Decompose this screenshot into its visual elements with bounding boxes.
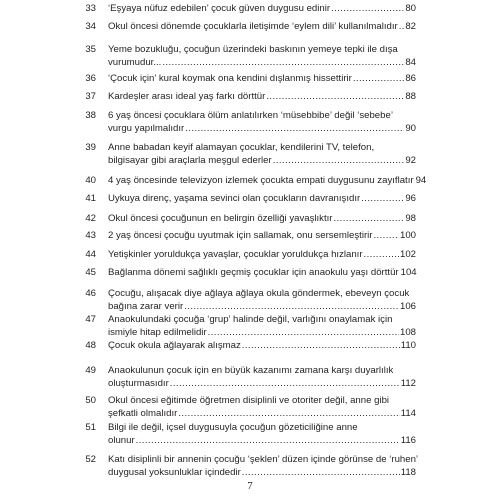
toc-entry-line bbox=[108, 72, 416, 85]
toc-entry-number: 45 bbox=[85, 267, 96, 278]
toc-entry-line-text: 4 yaş öncesinde televizyon izlemek çocukta empati duygusunu zayıflatır bbox=[108, 175, 414, 186]
toc-entry-title bbox=[108, 364, 416, 390]
toc-entry-number: 52 bbox=[85, 454, 96, 465]
toc-entry-page: 86 bbox=[405, 73, 416, 84]
toc-entry-number: 42 bbox=[85, 213, 96, 224]
toc-entry-title bbox=[108, 248, 416, 261]
toc-entry-title bbox=[108, 421, 416, 447]
toc-entry-number: 46 bbox=[85, 288, 96, 299]
toc-entry-line bbox=[108, 43, 416, 56]
toc-entry-page: 82 bbox=[405, 21, 416, 32]
toc-entry-line-text: vurumudur... bbox=[108, 57, 162, 68]
toc-entry-line bbox=[108, 339, 416, 352]
toc-entry-title bbox=[108, 2, 416, 15]
toc-entry-number: 51 bbox=[85, 422, 96, 433]
toc-entry-line-text: ‘Çocuk için’ kural koymak ona kendini dışlanmış hissettirir bbox=[108, 73, 352, 84]
toc-entry-line bbox=[108, 407, 416, 420]
toc-entry-title bbox=[108, 72, 416, 85]
toc-entry-line-text: 6 yaş öncesi çocuklara ölüm anlatılırken ‘müsebbibe’ değil ‘sebebe’ bbox=[108, 110, 393, 121]
toc-entry-line-text: Anaokulunun çocuk için en büyük kazanımı zamana karşı duyarlılık bbox=[108, 365, 394, 376]
leader-dots bbox=[136, 434, 400, 447]
leader-dots bbox=[364, 248, 399, 261]
toc-entry-title bbox=[108, 174, 427, 187]
toc-entry-line bbox=[108, 248, 416, 261]
toc-entry-title bbox=[108, 453, 419, 479]
toc-entry-title bbox=[108, 141, 416, 167]
toc-entry-page: 90 bbox=[405, 123, 416, 134]
toc-entry-title bbox=[108, 339, 416, 352]
toc-entry-line bbox=[108, 287, 416, 300]
toc-entry-title bbox=[108, 229, 416, 242]
toc-entry-line-text: duygusal yoksunluklar içindedir bbox=[108, 467, 241, 478]
toc-entry-line bbox=[108, 90, 416, 103]
toc-entry-line-text: Çocuğu, alışacak diye ağlaya ağlaya okula göndermek, ebeveyn çocuk bbox=[108, 288, 410, 299]
toc-entry-line bbox=[108, 122, 416, 135]
toc-entry-page: 112 bbox=[400, 378, 416, 389]
toc-entry-page: 108 bbox=[399, 327, 416, 338]
toc-entry-line bbox=[108, 212, 416, 225]
leader-dots bbox=[331, 2, 404, 15]
toc-entry-line bbox=[108, 266, 416, 279]
toc-entry-line-text: Yetişkinler yoruldukça yavaşlar, çocuklar yoruldukça hızlanır bbox=[108, 249, 363, 260]
leader-dots bbox=[184, 300, 399, 313]
leader-dots bbox=[170, 377, 400, 390]
toc-entry-number: 39 bbox=[85, 142, 96, 153]
toc-entry-title bbox=[108, 90, 416, 103]
toc-entry-line-text: şefkatli olmalıdır bbox=[108, 408, 178, 419]
leader-dots bbox=[162, 56, 404, 69]
toc-entry-number: 43 bbox=[85, 230, 96, 241]
toc-entry-line-text: Kardeşler arası ideal yaş farkı dörttür bbox=[108, 91, 266, 102]
toc-entry-title bbox=[108, 20, 416, 33]
toc-entry-line bbox=[108, 313, 416, 326]
toc-entry-title bbox=[108, 192, 416, 205]
toc-entry-title bbox=[108, 43, 416, 69]
toc-entry-line-text: bağına zarar verir bbox=[108, 301, 184, 312]
toc-entry-line bbox=[108, 453, 419, 466]
toc-entry-number: 48 bbox=[85, 340, 96, 351]
toc-entry-page: 88 bbox=[405, 91, 416, 102]
toc-entry-page: 96 bbox=[405, 193, 416, 204]
leader-dots bbox=[178, 407, 399, 420]
toc-entry-line bbox=[108, 466, 416, 479]
toc-entry-number: 35 bbox=[85, 44, 96, 55]
toc-entry-page: 98 bbox=[405, 213, 416, 224]
toc-entry-page: 102 bbox=[399, 249, 416, 260]
toc-entry-line bbox=[108, 154, 416, 167]
toc-entry-number: 49 bbox=[85, 365, 96, 376]
leader-dots bbox=[266, 90, 404, 103]
toc-entry-number: 34 bbox=[85, 21, 96, 32]
toc-entry-page: 100 bbox=[399, 230, 416, 241]
toc-entry-line bbox=[108, 2, 416, 15]
toc-entry-number: 41 bbox=[85, 193, 96, 204]
toc-entry-line bbox=[108, 109, 416, 122]
leader-dots bbox=[208, 326, 399, 339]
toc-entry-line bbox=[108, 434, 416, 447]
toc-entry-page: 104 bbox=[400, 267, 417, 278]
toc-entry-title bbox=[108, 313, 416, 339]
toc-entry-line bbox=[108, 394, 416, 407]
page-number: 7 bbox=[247, 480, 253, 492]
toc-entry-page: 114 bbox=[400, 408, 416, 419]
toc-entry-line bbox=[108, 192, 416, 205]
toc-entry-line-text: Okul öncesi çocuğunun en belirgin özelliği yavaşlıktır bbox=[108, 213, 333, 224]
toc-entry-number: 47 bbox=[85, 314, 96, 325]
toc-entry-line bbox=[108, 20, 416, 33]
toc-entry-line-text: Uykuya direnç, yaşama sevinci olan çocukların davranışıdır bbox=[108, 193, 361, 204]
toc-entry-line bbox=[108, 300, 416, 313]
toc-entry-line bbox=[108, 141, 416, 154]
toc-entry-line bbox=[108, 56, 416, 69]
toc-entry-page: 80 bbox=[405, 3, 416, 14]
toc-entry-title bbox=[108, 266, 416, 279]
toc-entry-line bbox=[108, 421, 416, 434]
toc-entry-line-text: Çocuk okula ağlayarak alışmaz bbox=[108, 340, 241, 351]
leader-dots bbox=[373, 229, 399, 242]
toc-entry-number: 40 bbox=[85, 175, 96, 186]
toc-entry-page: 110 bbox=[400, 340, 416, 351]
toc-entry-line-text: 2 yaş öncesi çocuğu uyutmak için sallamak, onu sersemleştirir bbox=[108, 230, 373, 241]
toc-entry-line-text: vurgu yapılmalıdır bbox=[108, 123, 185, 134]
toc-entry-page: 92 bbox=[405, 155, 416, 166]
toc-entry-line-text: bilgisayar gibi araçlarla meşgul ederler bbox=[108, 155, 272, 166]
toc-entry-page: 84 bbox=[405, 57, 416, 68]
leader-dots bbox=[334, 212, 405, 225]
toc-entry-line-text: Okul öncesi dönemde çocuklarla iletişimde ‘eylem dili’ kullanılmalıdır bbox=[108, 21, 398, 32]
leader-dots bbox=[185, 122, 404, 135]
toc-entry-line-text: Yeme bozukluğu, çocuğun üzerindeki baskının yemeye tepki ile dışa bbox=[108, 44, 398, 55]
leader-dots bbox=[273, 154, 405, 167]
toc-entry-line-text: Bağlanma dönemi sağlıklı geçmiş çocuklar için anaokulu yaşı dörttür bbox=[108, 267, 399, 278]
toc-entry-line-text: olunur bbox=[108, 435, 135, 446]
toc-entry-title bbox=[108, 212, 416, 225]
toc-entry-page: 94 bbox=[415, 175, 427, 186]
toc-entry-line bbox=[108, 229, 416, 242]
leader-dots bbox=[399, 20, 405, 33]
toc-entry-line-text: Bilgi ile değil, içsel duygusuyla çocuğun gözeticiliğine anne bbox=[108, 422, 358, 433]
leader-dots bbox=[242, 466, 400, 479]
toc-entry-page: 116 bbox=[400, 435, 416, 446]
toc-entry-title bbox=[108, 394, 416, 420]
toc-entry-line-text: Anne babadan keyif alamayan çocuklar, kendilerini TV, telefon, bbox=[108, 142, 375, 153]
toc-entry-number: 37 bbox=[85, 91, 96, 102]
toc-entry-line bbox=[108, 326, 416, 339]
toc-entry-number: 44 bbox=[85, 249, 96, 260]
toc-entry-line bbox=[108, 174, 427, 187]
toc-entry-page: 118 bbox=[400, 467, 416, 478]
toc-entry-line-text: Anaokulundaki çocuğa ‘grup’ halinde değil, varlığını onaylamak için bbox=[108, 314, 393, 325]
toc-entry-number: 50 bbox=[85, 395, 96, 406]
toc-entry-line-text: oluşturmasıdır bbox=[108, 378, 169, 389]
toc-entry-line-text: ismiyle hitap edilmelidir bbox=[108, 327, 207, 338]
leader-dots bbox=[242, 339, 400, 352]
toc-entry-title bbox=[108, 109, 416, 135]
toc-entry-line-text: ‘Eşyaya nüfuz edebilen’ çocuk güven duygusu edinir bbox=[108, 3, 331, 14]
toc-entry-title bbox=[108, 287, 416, 313]
toc-entry-line-text: Katı disiplinli bir annenin çocuğu ‘şeklen’ düzen içinde görünse de ‘ruhen’ bbox=[108, 454, 419, 465]
toc-entry-page: 106 bbox=[399, 301, 416, 312]
toc-entry-line-text: Okul öncesi eğitimde öğretmen disiplinli ve otoriter değil, anne gibi bbox=[108, 395, 390, 406]
toc-entry-number: 33 bbox=[85, 3, 96, 14]
leader-dots bbox=[353, 72, 404, 85]
toc-entry-line bbox=[108, 364, 416, 377]
toc-entry-number: 36 bbox=[85, 73, 96, 84]
toc-entry-number: 38 bbox=[85, 110, 96, 121]
leader-dots bbox=[361, 192, 404, 205]
toc-entry-line bbox=[108, 377, 416, 390]
